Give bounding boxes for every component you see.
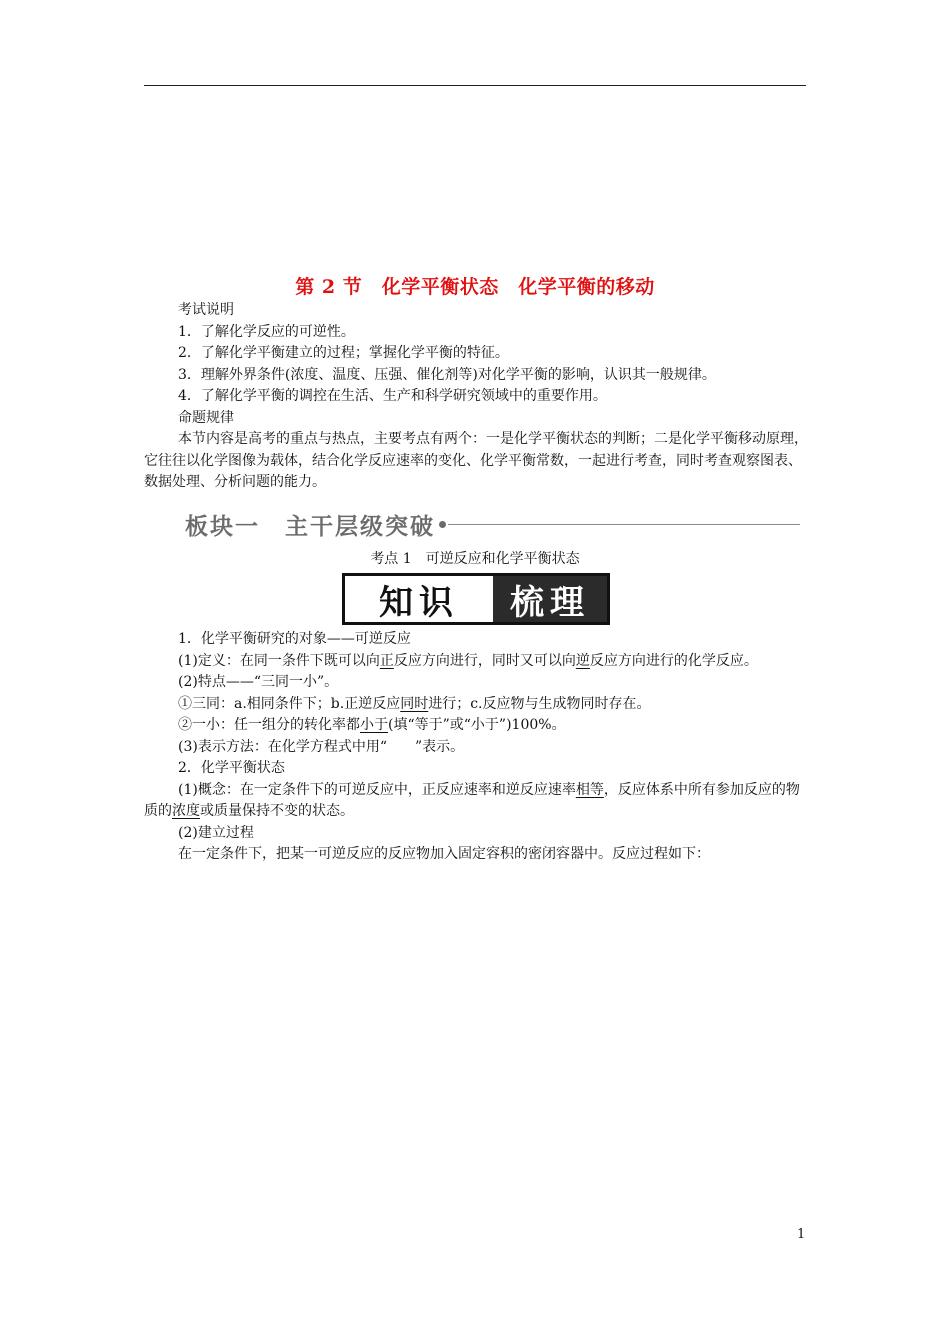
- underlined-answer: 相等: [575, 781, 604, 798]
- content-body: [144, 629, 808, 866]
- header-rule: [144, 85, 806, 86]
- underlined-answer: 小于: [360, 717, 388, 733]
- text-run: ，反应体系中所有参加反应的物质的: [144, 781, 800, 819]
- text-run: 反应方向进行的化学反应。: [589, 652, 758, 669]
- text-run: ①三同：a.相同条件下；b.正逆反应: [178, 695, 401, 712]
- underlined-answer: 浓度: [172, 803, 200, 819]
- rule-text: 本节内容是高考的重点与热点，主要考点有两个：一是化学平衡状态的判断；二是化学平衡移动原理，它往往以化学图像为载体，结合化学反应速率的变化、化学平衡常数，一起进行考查，同时考查观察图表、数据处理、分析问题的能力。: [144, 431, 808, 490]
- exam-item: 1．了解化学反应的可逆性。: [178, 323, 355, 340]
- paragraph: (3)表示方法：在化学方程式中用“ ”表示。: [178, 738, 465, 755]
- badge-right-text: 梳理: [493, 576, 607, 622]
- section-dot: [439, 521, 446, 528]
- paragraph: [144, 694, 808, 716]
- section-heading-text: 板块一 主干层级突破: [185, 514, 435, 540]
- topic-heading: 考点 1 可逆反应和化学平衡状态: [370, 551, 580, 567]
- page-number: 1: [797, 1227, 806, 1242]
- knowledge-badge: [342, 573, 610, 625]
- text-run: (填“等于”或“小于”)100%。: [388, 717, 566, 733]
- text-run: 反应方向进行，同时又可以向: [393, 652, 576, 669]
- definition: [144, 651, 808, 673]
- text-run: (1)概念：在一定条件下的可逆反应中，正反应速率和逆反应速率: [178, 781, 576, 798]
- section-heading: [185, 508, 800, 541]
- text-run: (1)定义：在同一条件下既可以向: [178, 652, 380, 669]
- badge-left-text: 知识: [345, 576, 493, 622]
- underlined-answer: 逆: [575, 652, 590, 669]
- concept: [144, 780, 808, 823]
- rule-heading: 命题规律: [178, 409, 234, 426]
- exam-item: 2．了解化学平衡建立的过程；掌握化学平衡的特征。: [178, 345, 509, 361]
- page-title: 第 2 节 化学平衡状态 化学平衡的移动: [295, 276, 655, 298]
- paragraph: (2)特点——“三同一小”。: [178, 674, 339, 690]
- exam-item: 4．了解化学平衡的调控在生活、生产和科学研究领域中的重要作用。: [178, 388, 607, 404]
- section-rule: [448, 524, 800, 525]
- paragraph: 1．化学平衡研究的对象——可逆反应: [178, 631, 411, 647]
- exam-item: 3．理解外界条件(浓度、温度、压强、催化剂等)对化学平衡的影响，认识其一般规律。: [178, 366, 716, 383]
- exam-heading: 考试说明: [178, 302, 234, 318]
- underlined-answer: 同时: [400, 695, 429, 712]
- paragraph: 在一定条件下，把某一可逆反应的反应物加入固定容积的密闭容器中。反应过程如下：: [178, 846, 710, 862]
- paragraph: [144, 715, 808, 737]
- paragraph: 2．化学平衡状态: [178, 760, 285, 776]
- underlined-answer: 正: [379, 652, 394, 669]
- text-run: 或质量保持不变的状态。: [200, 803, 354, 819]
- text-run: 进行；c.反应物与生成物同时存在。: [428, 695, 651, 712]
- exam-description: [144, 300, 808, 494]
- text-run: ②一小：任一组分的转化率都: [178, 717, 360, 733]
- paragraph: (2)建立过程: [178, 824, 254, 841]
